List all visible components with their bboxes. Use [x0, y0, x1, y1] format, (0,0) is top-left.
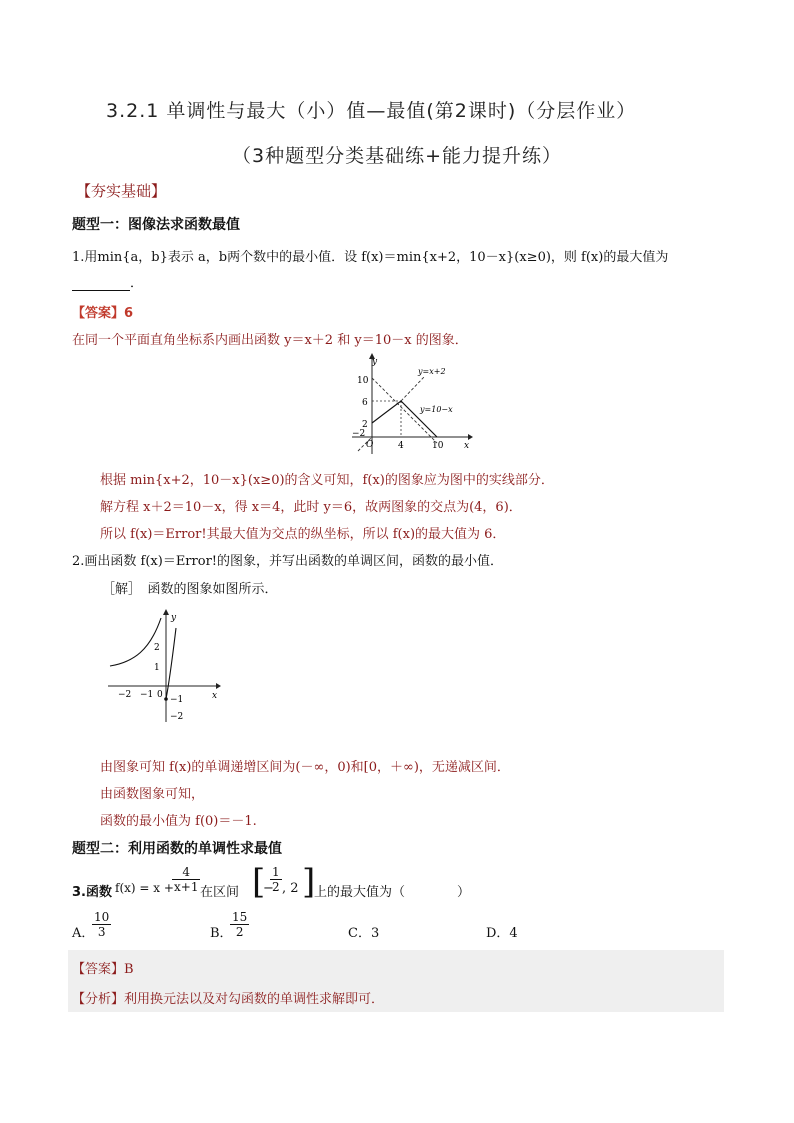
- type1-heading: 题型一：图像法求函数最值: [72, 217, 240, 233]
- graph2-xtick: 0: [157, 690, 163, 700]
- q3-fraction: $\frac{4}{x+1}$: [174, 865, 199, 894]
- graph2-ytick: −1: [170, 695, 184, 705]
- q3-answer: 【答案】B: [72, 962, 134, 977]
- q2-solution-line1: 由图象可知 f(x)的单调递增区间为(－∞，0)和[0，＋∞)，无递减区间．: [100, 760, 510, 775]
- q3-interval-fraction: $\frac{1}{2}$: [272, 865, 280, 894]
- q1-solution-line3: 解方程 x＋2＝10－x，得 x＝4，此时 y＝6，故两图象的交点为(4，6)．: [100, 500, 522, 515]
- graph2-ytick: 2: [154, 643, 160, 653]
- q3-interval-text: 在区间: [200, 885, 240, 900]
- option-a-fraction: $\frac{10}{3}$: [94, 910, 110, 939]
- graph2-ytick: −2: [170, 712, 184, 722]
- graph2-xtick: −1: [140, 690, 154, 700]
- option-a-label: A．: [72, 926, 95, 941]
- graph-min-function: [346, 350, 476, 458]
- graph1-x-axis-label: x: [464, 441, 470, 451]
- option-d: D．4: [486, 926, 518, 941]
- q3-suffix: 上的最大值为（ ）: [314, 885, 471, 900]
- q1-solution-line1: 在同一个平面直角坐标系内画出函数 y＝x＋2 和 y＝10－x 的图象．: [72, 333, 468, 348]
- graph1-origin-label: O: [366, 440, 374, 450]
- graph2-y-axis-label: y: [171, 613, 177, 623]
- q3-interval-end: , 2: [282, 881, 299, 896]
- answer-blank: [72, 278, 130, 291]
- page-title: 3.2.1 单调性与最大（小）值—最值(第2课时)（分层作业）: [106, 100, 637, 122]
- q2-solution-line3: 函数的最小值为 f(0)＝－1.: [100, 814, 257, 829]
- q1-solution-line4: 所以 f(x)＝Error!其最大值为交点的纵坐标，所以 f(x)的最大值为 6．: [100, 527, 506, 542]
- graph1-ytick: 2: [362, 420, 368, 430]
- graph2-xtick: −2: [118, 690, 132, 700]
- graph2-ytick: 1: [154, 663, 160, 673]
- q2-solution-line2: 由函数图象可知，: [100, 787, 205, 802]
- option-b-label: B．: [210, 926, 233, 941]
- section-heading: 【夯实基础】: [76, 182, 167, 200]
- graph2-x-axis-label: x: [212, 691, 218, 701]
- graph1-ytick: 10: [357, 376, 369, 386]
- q3-prefix: 3.函数: [72, 885, 112, 900]
- q3-analysis: 【分析】利用换元法以及对勾函数的单调性求解即可．: [72, 992, 385, 1007]
- graph1-line2-label: y=10−x: [420, 405, 453, 414]
- option-b-fraction: $\frac{15}{2}$: [232, 910, 248, 939]
- graph1-line1-label: y=x+2: [418, 367, 446, 376]
- graph1-ytick: −2: [352, 429, 366, 439]
- q1-text: 1.用min{a，b}表示 a，b两个数中的最小值．设 f(x)＝min{x+2，10－x}(x≥0)，则 f(x)的最大值为: [72, 250, 669, 265]
- graph-piecewise-function: [104, 608, 224, 726]
- q2-solution-intro: ［解］ 函数的图象如图所示．: [102, 582, 278, 597]
- option-c: C．3: [348, 926, 380, 941]
- q2-text: 2.画出函数 f(x)＝Error!的图象，并写出函数的单调区间，函数的最小值．: [72, 554, 504, 569]
- q1-blank-line: ．: [72, 272, 143, 291]
- graph1-y-axis-label: y: [372, 357, 378, 367]
- graph1-xtick: 10: [432, 441, 444, 451]
- q3-left-bracket: [: [252, 862, 266, 902]
- type2-heading: 题型二：利用函数的单调性求最值: [72, 841, 282, 857]
- graph1-xtick: 4: [398, 441, 404, 451]
- q3-right-bracket: ]: [302, 862, 316, 902]
- q3-interval-neg: −: [263, 881, 274, 896]
- q1-solution-line2: 根据 min{x+2，10－x}(x≥0)的含义可知，f(x)的图象应为图中的实线部分．: [100, 473, 554, 488]
- page-subtitle: （3种题型分类基础练+能力提升练）: [232, 145, 563, 167]
- graph1-ytick: 6: [362, 398, 368, 408]
- q1-answer: 【答案】6: [72, 306, 134, 321]
- q3-function: f(x) = x +: [115, 881, 174, 895]
